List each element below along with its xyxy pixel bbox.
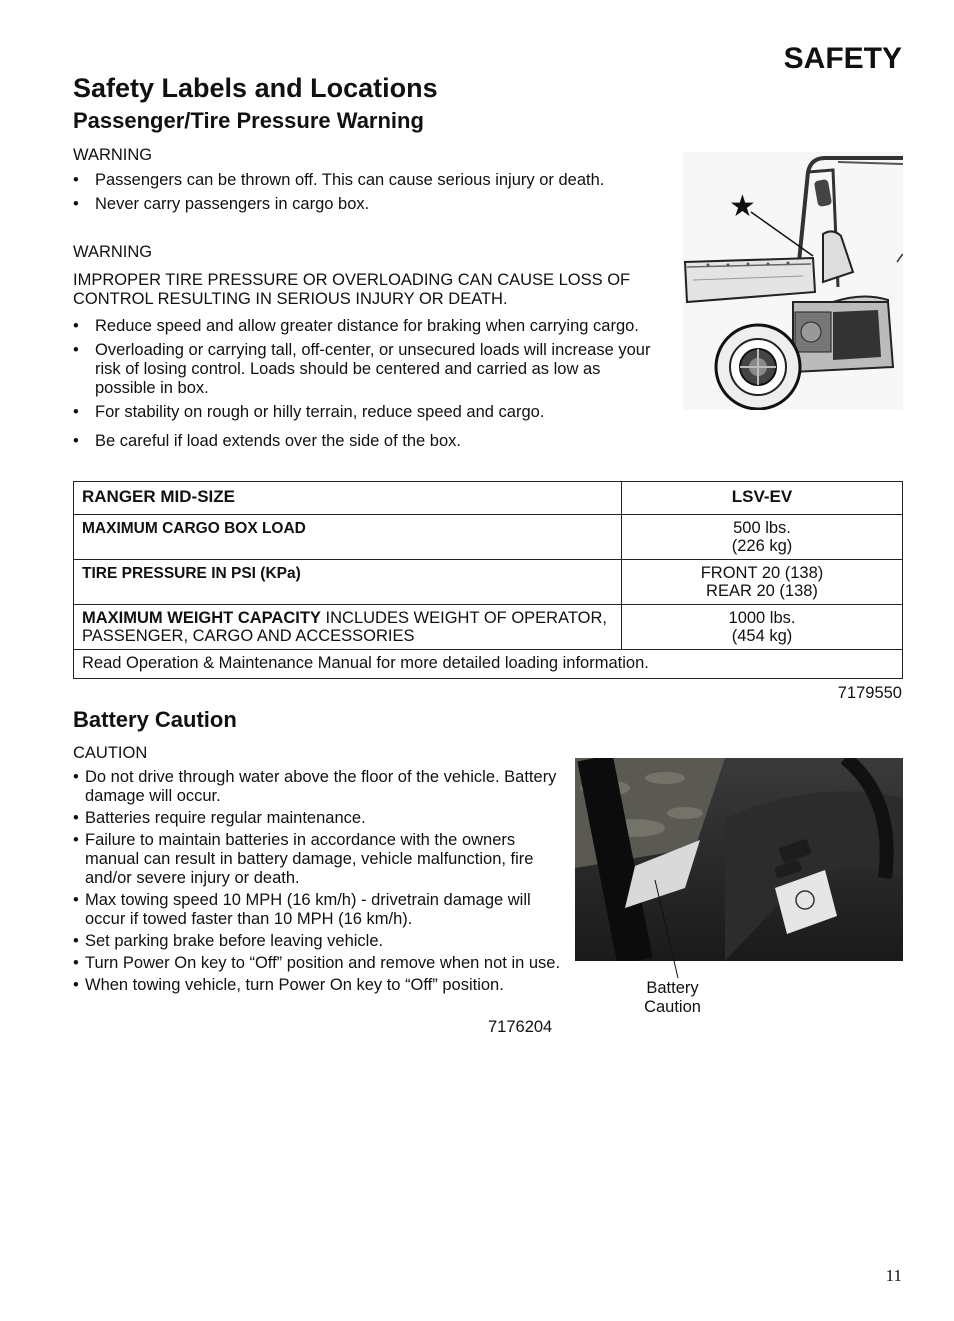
warning-list-2 bbox=[73, 317, 653, 456]
value-line-1: FRONT 20 (138) bbox=[700, 564, 824, 582]
row-label-bold: MAXIMUM WEIGHT CAPACITY bbox=[82, 609, 321, 627]
table-footer-note: Read Operation & Maintenance Manual for more detailed loading information. bbox=[74, 650, 903, 679]
table-row bbox=[74, 515, 903, 560]
vehicle-illustration bbox=[683, 152, 903, 410]
list-item: • Passengers can be thrown off. This can cause serious injury or death. bbox=[73, 171, 633, 190]
value-line-2: (226 kg) bbox=[731, 537, 793, 555]
passenger-warning-heading: Passenger/Tire Pressure Warning bbox=[73, 108, 424, 133]
part-number: 7179550 bbox=[837, 684, 902, 702]
list-item: • Max towing speed 10 MPH (16 km/h) - drivetrain damage will occur if towed faster than 10 MPH (16 km/h). bbox=[73, 891, 561, 929]
callout-line-2: Caution bbox=[644, 998, 701, 1016]
page-title: Safety Labels and Locations bbox=[73, 73, 438, 103]
caution-list bbox=[73, 768, 561, 998]
table-cell-label bbox=[74, 605, 622, 650]
warning-label-2: WARNING bbox=[73, 243, 153, 261]
row-label-rest: INCLUDES WEIGHT OF OPERATOR, PASSENGER, CARGO AND ACCESSORIES bbox=[82, 609, 607, 645]
table-cell-label bbox=[74, 560, 622, 605]
dashboard-photo-image bbox=[575, 758, 903, 961]
list-item: • Overloading or carrying tall, off-center, or unsecured loads will increase your risk of losing control. Loads should be centered and carried as low as possible in box. bbox=[73, 341, 653, 398]
warning-text-2: IMPROPER TIRE PRESSURE OR OVERLOADING CAN CAUSE LOSS OF CONTROL RESULTING IN SERIOUS INJURY OR DEATH. bbox=[73, 271, 631, 308]
list-item: • Be careful if load extends over the side of the box. bbox=[73, 432, 653, 451]
table-footer-row bbox=[74, 650, 903, 679]
battery-label-photo bbox=[575, 758, 903, 961]
row-label-bold: MAXIMUM CARGO BOX LOAD bbox=[82, 520, 306, 537]
table-cell-value bbox=[622, 605, 903, 650]
list-item: • Batteries require regular maintenance. bbox=[73, 809, 561, 828]
value-line-1: 1000 lbs. bbox=[728, 609, 796, 627]
warning-label-1: WARNING bbox=[73, 146, 153, 164]
list-item: • Set parking brake before leaving vehicle. bbox=[73, 932, 561, 951]
list-item: • Reduce speed and allow greater distance for braking when carrying cargo. bbox=[73, 317, 653, 336]
table-header-row bbox=[74, 482, 903, 515]
callout-line-1: Battery bbox=[646, 979, 699, 997]
battery-caution-callout bbox=[620, 979, 725, 1017]
value-line-1: 500 lbs. bbox=[733, 519, 791, 537]
table-cell-value bbox=[622, 515, 903, 560]
value-line-2: (454 kg) bbox=[731, 627, 793, 645]
part-number: 7176204 bbox=[488, 1018, 553, 1036]
list-item: • For stability on rough or hilly terrain, reduce speed and cargo. bbox=[73, 403, 653, 422]
page-number: 11 bbox=[885, 1266, 902, 1285]
warning-list-1 bbox=[73, 171, 633, 219]
list-item: • Never carry passengers in cargo box. bbox=[73, 195, 633, 214]
utv-side-view-image bbox=[683, 152, 903, 410]
load-capacity-table bbox=[73, 481, 903, 679]
value-line-2: REAR 20 (138) bbox=[706, 582, 818, 600]
table-row bbox=[74, 560, 903, 605]
row-label-bold: TIRE PRESSURE IN PSI (KPa) bbox=[82, 565, 301, 582]
battery-caution-heading: Battery Caution bbox=[73, 707, 237, 732]
caution-label: CAUTION bbox=[73, 744, 148, 762]
list-item: • Turn Power On key to “Off” position and remove when not in use. bbox=[73, 954, 561, 973]
list-item: • Do not drive through water above the floor of the vehicle. Battery damage will occur. bbox=[73, 768, 561, 806]
table-header-variant: LSV-EV bbox=[622, 482, 903, 515]
table-header-model: RANGER MID-SIZE bbox=[74, 482, 622, 515]
callout-leader-line bbox=[650, 880, 690, 980]
list-item: • Failure to maintain batteries in accordance with the owners manual can result in battery damage, vehicle malfunction, fire and/or severe injury or death. bbox=[73, 831, 561, 888]
table-row bbox=[74, 605, 903, 650]
star-marker-icon: ★ bbox=[729, 189, 756, 224]
list-item: • When towing vehicle, turn Power On key to “Off” position. bbox=[73, 976, 561, 995]
table-cell-label bbox=[74, 515, 622, 560]
table-cell-value bbox=[622, 560, 903, 605]
section-header: SAFETY bbox=[783, 42, 902, 75]
